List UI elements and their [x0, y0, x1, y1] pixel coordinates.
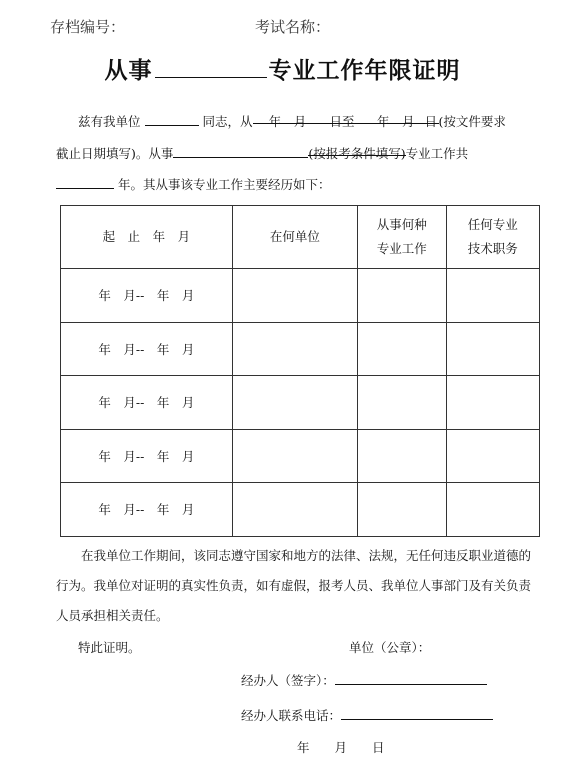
unit-cell[interactable]: [232, 322, 357, 376]
handler-sign-row: [241, 670, 487, 689]
handler-phone-row: [241, 705, 493, 724]
work-cell[interactable]: [357, 322, 446, 376]
unit-cell[interactable]: [232, 269, 357, 323]
archive-number-label: 存档编号：: [50, 18, 126, 36]
work-cell[interactable]: [357, 376, 446, 430]
period-cell[interactable]: 年 月-- 年 月: [61, 429, 233, 483]
header-work: 从事何种专业工作: [357, 206, 446, 269]
period-cell[interactable]: 年 月-- 年 月: [61, 322, 233, 376]
table-header-row: [61, 206, 540, 269]
statement-paragraph: 在我单位工作期间，该同志遵守国家和地方的法律、法规，无任何违反职业道德的行为。我单位对证明的真实性负责，如有虚假，报考人员、我单位人事部门及有关负责人员承担相关责任。: [56, 548, 532, 623]
work-cell[interactable]: [357, 429, 446, 483]
header-unit: 在何单位: [232, 206, 357, 269]
handler-phone-field[interactable]: [341, 705, 493, 720]
unit-cell[interactable]: [232, 429, 357, 483]
end-date-blank[interactable]: 年 月: [355, 107, 425, 124]
intro-line-1: [78, 107, 538, 137]
title-prefix: 从事: [104, 58, 153, 84]
title-cell[interactable]: [446, 429, 540, 483]
intro-text: 专业工作共: [405, 146, 469, 161]
handler-sign-field[interactable]: [335, 670, 487, 685]
intro-text: 年。其从事该专业工作主要经历如下：: [117, 177, 331, 192]
exam-name-label: 考试名称：: [255, 18, 331, 36]
period-cell[interactable]: 年 月-- 年 月: [61, 376, 233, 430]
header-title: 任何专业技术职务: [446, 206, 540, 269]
header-period: 起 止 年 月: [61, 206, 233, 269]
handler-sign-label: 经办人（签字）：: [241, 673, 335, 688]
title-suffix: 专业工作年限证明: [268, 58, 461, 84]
table-row: [61, 376, 540, 430]
title-cell[interactable]: [446, 269, 540, 323]
intro-text: (按文件要求: [438, 114, 506, 129]
title-cell[interactable]: [446, 322, 540, 376]
intro-line-3: [56, 170, 526, 200]
work-cell[interactable]: [357, 483, 446, 537]
table-row: [61, 429, 540, 483]
table-row: [61, 322, 540, 376]
start-date-blank[interactable]: 年 月: [253, 107, 323, 124]
work-cell[interactable]: [357, 269, 446, 323]
table-row: [61, 483, 540, 537]
unit-seal-label: 单位（公章）：: [349, 640, 431, 655]
end-day-blank[interactable]: 日: [425, 107, 439, 124]
name-blank[interactable]: [145, 109, 199, 126]
page-title: [0, 52, 565, 85]
experience-table: [60, 205, 540, 537]
intro-text: (按报考条件填写): [308, 139, 405, 156]
unit-cell[interactable]: [232, 483, 357, 537]
intro-line-2: [56, 139, 526, 169]
table-row: [61, 269, 540, 323]
intro-text: 同志，从: [202, 114, 253, 129]
intro-text: 兹有我单位: [78, 114, 141, 129]
handler-phone-label: 经办人联系电话：: [241, 708, 342, 723]
period-cell[interactable]: 年 月-- 年 月: [61, 483, 233, 537]
start-day-blank[interactable]: 日至: [323, 107, 355, 124]
years-blank[interactable]: [56, 172, 114, 189]
specialty-blank[interactable]: [173, 141, 308, 158]
intro-text: 截止日期填写)。从事: [56, 146, 174, 161]
title-cell[interactable]: [446, 376, 540, 430]
period-cell[interactable]: 年 月-- 年 月: [61, 269, 233, 323]
title-blank-field[interactable]: [155, 55, 267, 78]
date-line: 年 月 日: [297, 740, 385, 755]
certify-text: 特此证明。: [78, 640, 141, 655]
unit-cell[interactable]: [232, 376, 357, 430]
title-cell[interactable]: [446, 483, 540, 537]
